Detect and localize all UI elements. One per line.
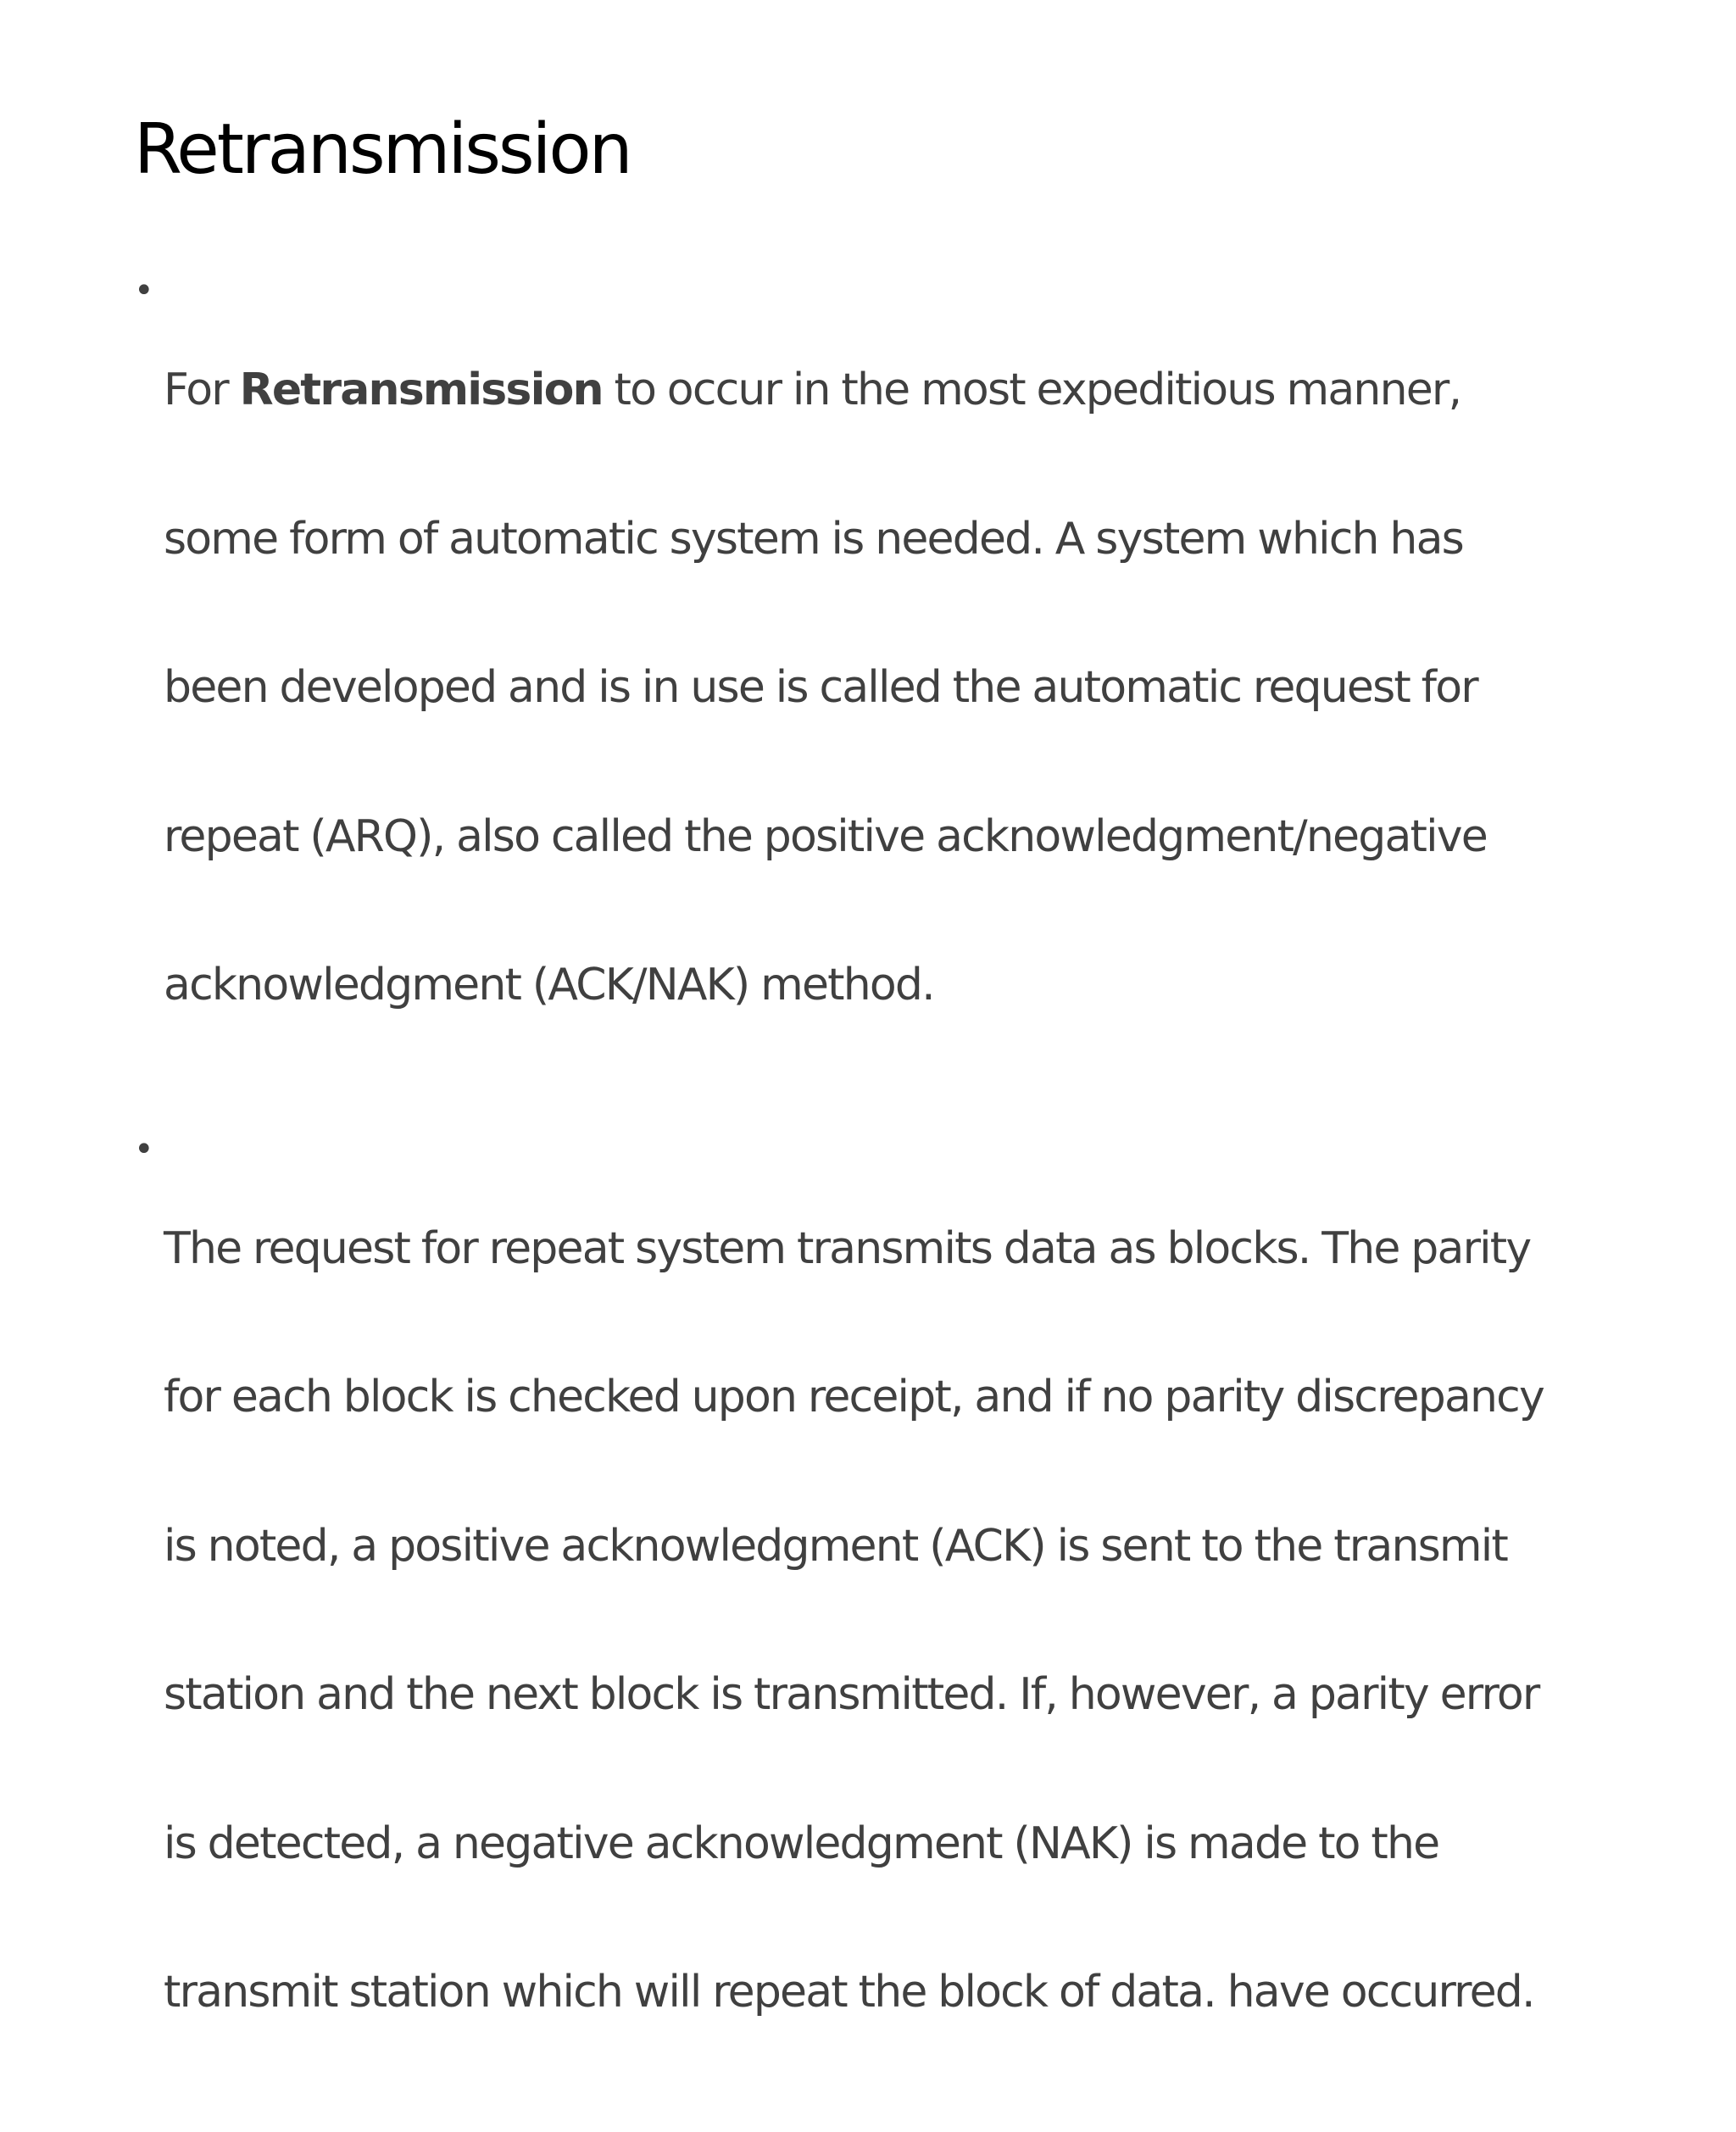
bullet-line: acknowledgment (ACK/NAK) method. [164, 960, 934, 1010]
bullet-line [164, 365, 1626, 415]
bullet-dot-icon: • [134, 1129, 154, 1169]
bullet-line-text: to occur in the most expeditious manner, [602, 365, 1461, 415]
bullet-line: station and the next block is transmitted. If, however, a parity error [164, 1669, 1539, 1720]
bullet-bold-term: Retransmission [239, 365, 603, 415]
bullet-line: repeat (ARQ), also called the positive acknowledgment/negative [164, 810, 1487, 862]
bullet-line: been developed and is in use is called the automatic request for [164, 662, 1477, 713]
bullet-line: is detected, a negative acknowledgment (NAK) is made to the [164, 1817, 1439, 1869]
bullet-item [134, 266, 1626, 1110]
bullet-line: some form of automatic system is needed. A system which has [164, 513, 1463, 565]
bullet-line: The request for repeat system transmits data as blocks. The parity [164, 1222, 1531, 1274]
bullet-dot-icon: • [134, 271, 154, 310]
slide-title: Retransmission [134, 109, 631, 190]
bullet-lead-text: For [164, 365, 240, 415]
bullet-text [164, 266, 1626, 1110]
bullet-text [164, 1125, 1626, 2117]
bullet-line: is noted, a positive acknowledgment (ACK) is sent to the transmit [164, 1520, 1507, 1572]
bullet-line: transmit station which will repeat the block of data. have occurred. [164, 1967, 1534, 2018]
bullet-list [134, 266, 1626, 2132]
bullet-item [134, 1125, 1626, 2117]
bullet-line: for each block is checked upon receipt, and if no parity discrepancy [164, 1372, 1544, 1422]
